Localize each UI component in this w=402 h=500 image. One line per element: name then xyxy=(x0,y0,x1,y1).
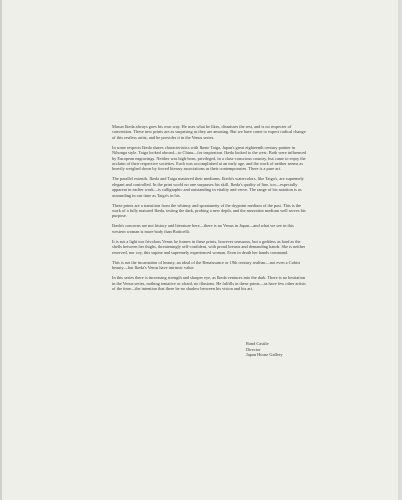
paragraph: It is not a light nor frivolous Venus he frames in these prints, however sensuous, but a goddess as hard as the shells between her thighs, threateningly self-confident, with proud breasts and demanding hands. She is neither reserved, nor coy, this supine and supremely experienced woman. Even in death her hands command. xyxy=(112,238,306,255)
paragraph: Masuo Ikeda always goes his own way. He uses what he likes, dismisses the rest, and is no respecter of convention. These new prints are as surprising as they are amusing. But we have come to expect radical change of this restless artist, and he provides it in the Venus series. xyxy=(112,124,306,140)
paragraph: In some respects Ikeda shares characteristics with Ikeno Taiga, Japan's great eighteenth century painter in Nihonga style. Taiga looked abroad—to China—for inspiration. Ikeda looked to the west. Both were influenced by European engravings. Neither was high-born, privileged, in a class-conscious country, but came to enjoy the acclaim of their respective societies. Each was accomplished at an early age, and the work of neither seems as heavily weighed down by forced literary associations as their contemporaries. There is a pure art. xyxy=(112,144,307,172)
signature-title: Director xyxy=(246,346,261,352)
paragraph: This is not the incarnation of beauty, an ideal of the Renaissance or 19th century realism—not even a Cubist beauty—but Ikeda's Venus have intrinsic value. xyxy=(112,259,301,271)
signature-name: Rand Castile xyxy=(246,341,269,346)
paragraph: Ikeda's concerns are not history and literature here—there is no Venus in Japan—and what we see in this western woman is more body than Botticelli. xyxy=(112,223,294,234)
paragraph: These prints are a transition from the whimsy and spontaneity of the drypoint medium of the past. This is the work of a fully matured Ikeda, testing the dark, probing a new depth, and the mezzotint medium well serves his purpose. xyxy=(112,202,306,219)
paragraph: The parallel extends. Ikeda and Taiga mastered their mediums. Ikeda's watercolors, like Taiga's, are supremely elegant and controlled. In the print world no one surpasses his skill. Ikeda's quality of line, too—especially apparent in earlier work—is calligraphic and outstanding in vitality and verve. The range of his notation is as astounding in our time as Taiga's in his. xyxy=(112,176,304,198)
page-right-edge xyxy=(398,0,402,500)
paragraph: In this series there is increasing strength and sharper eye, as Ikeda ventures into the dark. There is no hesitation in the Venus series, nothing tentative or afraid, no illusions. He fulfills in these prints—as have few other artists of the time—the intention that there be no shadow between his vision and his art. xyxy=(112,275,306,291)
signature-organization: Japan House Gallery xyxy=(246,352,283,358)
page-left-edge xyxy=(0,0,2,500)
signature-block xyxy=(246,341,283,358)
essay-body xyxy=(112,124,308,296)
